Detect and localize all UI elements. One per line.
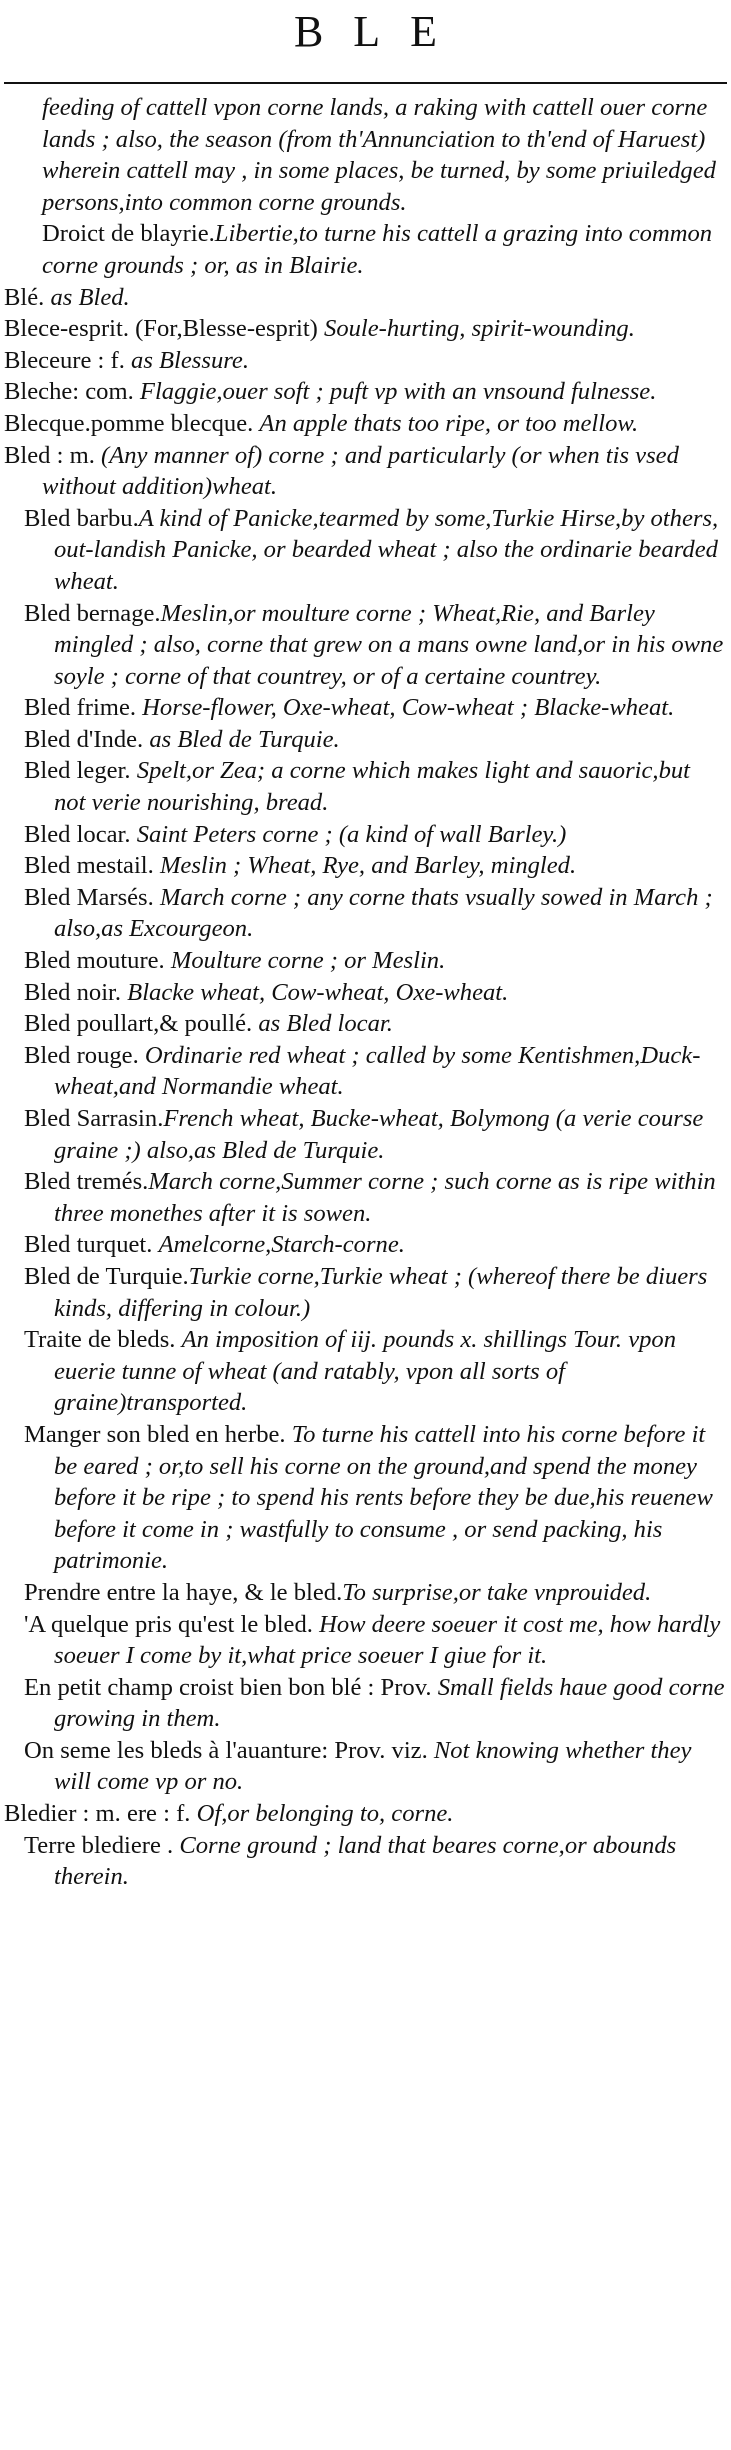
entry-term: Bled mestail. (24, 852, 154, 880)
entry-continuation (4, 92, 726, 218)
entry-gloss: Small fields haue good corne growing in them. (54, 1673, 725, 1733)
entry-term: Bleceure : f. (4, 346, 125, 374)
entry-term: Bled mouture. (24, 947, 165, 975)
entry-gloss: Moulture corne ; or Meslin. (170, 947, 446, 975)
entry-gloss: To surprise,or take vnprouided. (342, 1578, 652, 1606)
entry-gloss: Blacke wheat, Cow-wheat, Oxe-wheat. (127, 978, 509, 1006)
entry-gloss: Turkie corne,Turkie wheat ; (whereof there be diuers kinds, differing in colour.) (54, 1262, 708, 1322)
entry-gloss: Spelt,or Zea; a corne which makes light and sauoric,but not verie nourishing, bread. (54, 757, 691, 817)
entry-term: Bled turquet. (24, 1231, 153, 1259)
entry-term: Bled de Turquie. (24, 1262, 189, 1290)
entry-manger-son-bled (4, 1419, 726, 1577)
entry-bled-turquet (4, 1229, 726, 1261)
entry-bled-leger (4, 755, 726, 818)
page-title: BLE (293, 7, 468, 56)
entry-on-seme-les-bleds (4, 1735, 726, 1798)
entry-gloss: Flaggie,ouer soft ; puft vp with an vnsound fulnesse. (139, 378, 657, 406)
entry-term: Bled poullart,& poullé. (24, 1010, 253, 1038)
entry-gloss: Meslin ; Wheat, Rye, and Barley, mingled. (159, 852, 577, 880)
entry-term: Prendre entre la haye, & le bled. (24, 1578, 343, 1606)
entry-bled-rouge (4, 1040, 726, 1103)
entry-prendre-entre-la-haye (4, 1577, 726, 1609)
entry-gloss: Libertie,to turne his cattell a grazing into common corne grounds ; or, as in Blairie. (42, 220, 713, 279)
entry-gloss: as Bled de Turquie. (149, 725, 340, 753)
entry-bled-frime (4, 692, 726, 724)
entry-bled-bernage (4, 598, 726, 693)
entry-bled-sarrasin (4, 1103, 726, 1166)
entry-term: Bled noir. (24, 978, 122, 1006)
entry-bleceure (4, 345, 726, 377)
entry-gloss: March corne ; any corne thats vsually sowed in March ; also,as Excourgeon. (54, 883, 713, 943)
entry-gloss: March corne,Summer corne ; such corne as is ripe within three monethes after it is sowen. (54, 1168, 716, 1227)
entry-traite-de-bleds (4, 1324, 726, 1419)
entry-term: Bled barbu. (24, 504, 139, 532)
entry-droict-de-blayrie (4, 218, 726, 281)
entry-a-quelque-pris (4, 1609, 726, 1672)
entry-term: Bled Sarrasin. (24, 1105, 164, 1132)
entry-gloss: How deere soeuer it cost me, how hardly soeuer I come by it,what price soeuer I giue for it. (54, 1610, 721, 1670)
entry-gloss: A kind of Panicke,tearmed by some,Turkie Hirse,by others, out-landish Panicke, or bearded wheat ; also the ordinarie bearded wheat. (54, 504, 719, 595)
entry-gloss: Corne ground ; land that beares corne,or abounds therein. (54, 1831, 677, 1891)
entry-bled-locar (4, 819, 726, 851)
page-header (0, 0, 731, 76)
entry-gloss: Soule-hurting, spirit-wounding. (324, 315, 635, 343)
entry-gloss: as Bled. (50, 283, 130, 311)
entry-gloss: Not knowing whether they will come vp or no. (54, 1736, 692, 1796)
entry-gloss: (Any manner of) corne ; and particularly (or when tis vsed without addition)wheat. (42, 441, 679, 501)
entry-term: En petit champ croist bien bon blé : Prov. (24, 1673, 432, 1701)
entry-term: Bled d'Inde. (24, 725, 144, 753)
entry-gloss: To turne his cattell into his corne before it be eared ; or,to sell his corne on the ground,and spend the money before it be ripe ; to spend his rents before they be due,his reuenew before it come in ; wastfully to consume , or send packing, his patrimonie. (54, 1420, 713, 1575)
entry-term: Bled tremés. (24, 1168, 149, 1196)
entry-term: Bleche: com. (4, 378, 134, 406)
dictionary-entries (4, 92, 726, 1893)
entry-bled-mouture (4, 945, 726, 977)
entry-term: Manger son bled en herbe. (24, 1420, 286, 1448)
entry-bled-tremes (4, 1166, 726, 1229)
entry-gloss: as Blessure. (131, 346, 249, 374)
entry-term: Droict de blayrie. (42, 220, 215, 248)
entry-ble (4, 282, 726, 314)
header-rule (4, 82, 727, 84)
entry-term: 'A quelque pris qu'est le bled. (24, 1610, 313, 1638)
entry-gloss: French wheat, Bucke-wheat, Bolymong (a verie course graine ;) also,as Bled de Turquie. (54, 1105, 704, 1164)
entry-term: Blé. (4, 283, 45, 311)
entry-gloss: Meslin,or moulture corne ; Wheat,Rie, and Barley mingled ; also, corne that grew on a mans owne land,or in his owne soyle ; corne of that countrey, or of a certaine countrey. (54, 599, 724, 690)
entry-bled-marses (4, 882, 726, 945)
entry-term: Bled : m. (4, 441, 95, 469)
entry-bled-mestail (4, 850, 726, 882)
entry-term: Terre blediere . (24, 1831, 174, 1859)
entry-gloss: An apple thats too ripe, or too mellow. (259, 409, 639, 437)
entry-term: Bledier : m. ere : f. (4, 1800, 191, 1828)
entry-term: Blecque.pomme blecque. (4, 409, 254, 437)
entry-term: Bled Marsés. (24, 883, 154, 911)
entry-term: Bled bernage. (24, 599, 161, 627)
entry-gloss: Saint Peters corne ; (a kind of wall Barley.) (136, 820, 567, 848)
entry-bled-de-turquie (4, 1261, 726, 1324)
entry-gloss: Amelcorne,Starch-corne. (158, 1231, 405, 1259)
entry-blecque (4, 408, 726, 440)
entry-gloss: Horse-flower, Oxe-wheat, Cow-wheat ; Blacke-wheat. (142, 694, 675, 722)
entry-term: Bled locar. (24, 820, 131, 848)
entry-gloss: feeding of cattell vpon corne lands, a raking with cattell ouer corne lands ; also, the season (from th'Annunciation to th'end of Haruest) wherein cattell may , in some places, be turned, by some priuiledged persons,into common corne grounds. (42, 94, 716, 216)
entry-term: Bled leger. (24, 757, 131, 785)
entry-term: Traite de bleds. (24, 1326, 176, 1354)
entry-bled-noir (4, 977, 726, 1009)
entry-bleche (4, 376, 726, 408)
entry-bled-poullart (4, 1008, 726, 1040)
entry-gloss: Of,or belonging to, corne. (196, 1800, 454, 1828)
entry-term: Bled rouge. (24, 1041, 139, 1069)
entry-bledier (4, 1798, 726, 1830)
entry-bled-dinde (4, 724, 726, 756)
entry-gloss: An imposition of iij. pounds x. shillings Tour. vpon euerie tunne of wheat (and ratably, vpon all sorts of graine)transported. (54, 1326, 677, 1417)
entry-gloss: Ordinarie red wheat ; called by some Kentishmen,Duck-wheat,and Normandie wheat. (54, 1041, 701, 1101)
entry-bled (4, 440, 726, 503)
entry-en-petit-champ (4, 1672, 726, 1735)
entry-gloss: as Bled locar. (258, 1010, 393, 1038)
entry-blece-esprit (4, 313, 726, 345)
entry-terre-blediere (4, 1830, 726, 1893)
entry-bled-barbu (4, 503, 726, 598)
entry-term: On seme les bleds à l'auanture: Prov. viz. (24, 1736, 428, 1764)
entry-term: Bled frime. (24, 694, 137, 722)
entry-term: Blece-esprit. (For,Blesse-esprit) (4, 315, 318, 343)
